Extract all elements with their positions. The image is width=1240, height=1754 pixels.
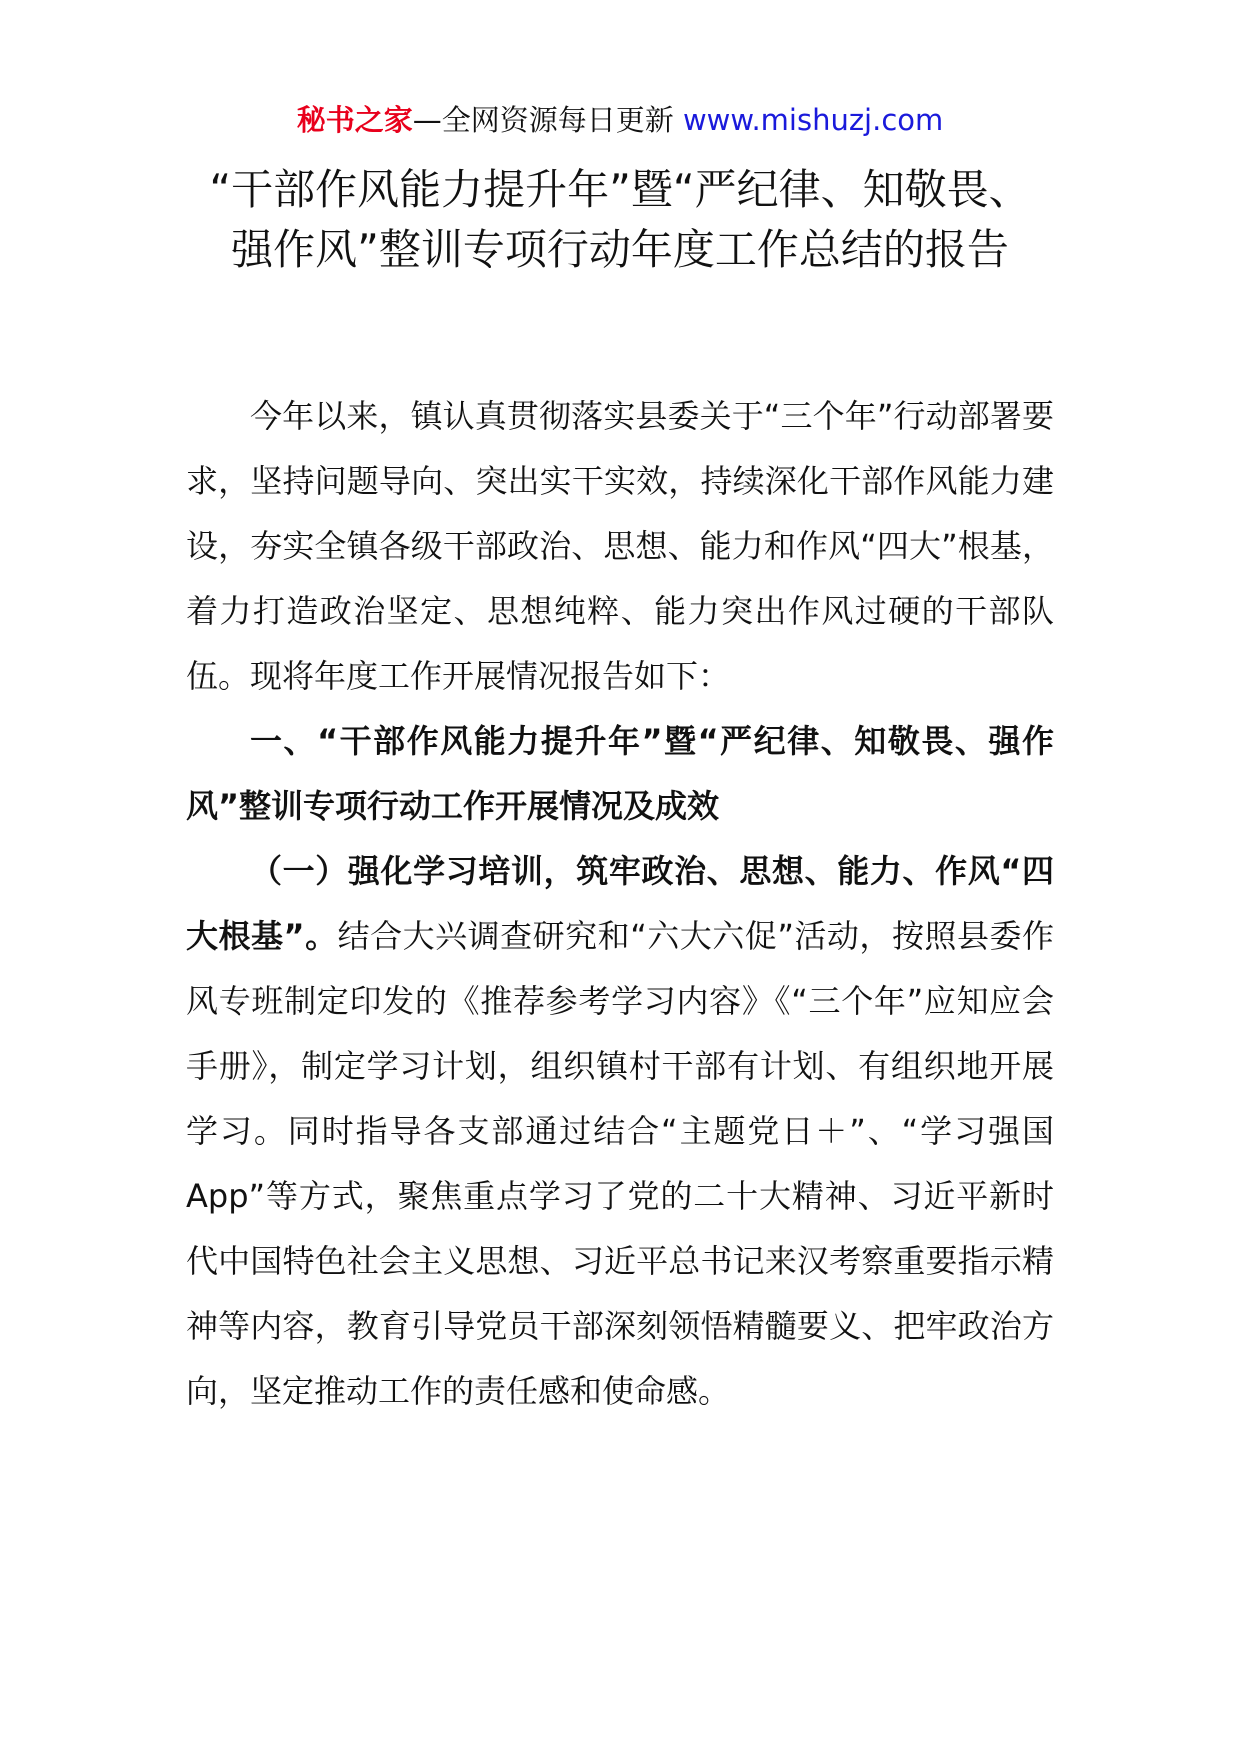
watermark-brand: 秘书之家 (296, 103, 413, 137)
document-body (186, 384, 1054, 1424)
watermark-header (0, 100, 1240, 140)
intro-paragraph: 今年以来，镇认真贯彻落实县委关于“三个年”行动部署要求，坚持问题导向、突出实干实效，持续深化干部作风能力建设，夯实全镇各级干部政治、思想、能力和作风“四大”根基，着力打造政治坚定、思想纯粹、能力突出作风过硬的干部队伍。现将年度工作开展情况报告如下： (186, 397, 1054, 695)
document-title: “干部作风能力提升年”暨“严纪律、知敬畏、强作风”整训专项行动年度工作总结的报告 (209, 165, 1031, 274)
subsection-lead: （一）强化学习培训，筑牢政治、思想、能力、作风“四大根基”。 (186, 852, 1054, 955)
watermark-url[interactable]: www.mishuzj.com (682, 103, 944, 137)
watermark-tagline: —全网资源每日更新 (412, 103, 674, 137)
section-heading-1: 一、“干部作风能力提升年”暨“严纪律、知敬畏、强作风”整训专项行动工作开展情况及成效 (186, 722, 1054, 825)
subsection-text: 结合大兴调查研究和“六大六促”活动，按照县委作风专班制定印发的《推荐参考学习内容》《“三个年”应知应会手册》，制定学习计划，组织镇村干部有计划、有组织地开展学习。同时指导各支部通过结合“主题党日＋”、“学习强国App”等方式，聚焦重点学习了党的二十大精神、习近平新时代中国特色社会主义思想、习近平总书记来汉考察重要指示精神等内容，教育引导党员干部深刻领悟精髓要义、把牢政治方向，坚定推动工作的责任感和使命感。 (186, 917, 1054, 1410)
subsection-paragraph-1 (186, 839, 1054, 1424)
